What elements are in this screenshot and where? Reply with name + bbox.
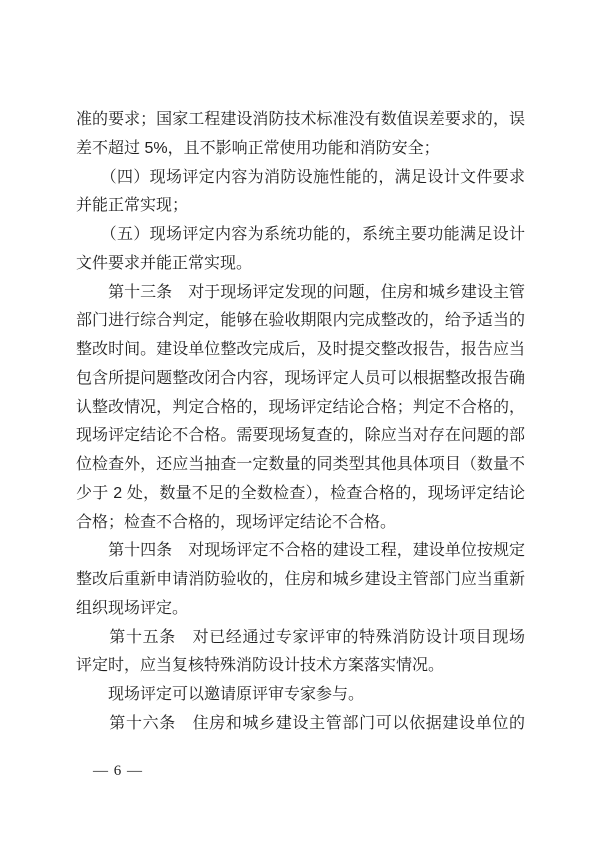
text-line: 第十四条 对现场评定不合格的建设工程，建设单位按规定 xyxy=(76,542,525,560)
text-line: （四）现场评定内容为消防设施性能的，满足设计文件要求 xyxy=(76,168,525,186)
document-body xyxy=(76,106,525,739)
text-line: 位检查外，还应当抽查一定数量的同类型其他具体项目（数量不 xyxy=(76,456,525,473)
text-line: 合格；检查不合格的，现场评定结论不合格。 xyxy=(76,513,397,531)
text-line: 并能正常实现； xyxy=(76,197,189,215)
text-line: 整改时间。建设单位整改完成后，及时提交整改报告，报告应当 xyxy=(76,341,525,358)
paragraph xyxy=(76,279,525,538)
text-line: 评定时，应当复核特殊消防设计技术方案落实情况。 xyxy=(76,657,445,675)
text-line: 现场评定可以邀请原评审专家参与。 xyxy=(76,686,365,703)
text-line: 少于 2 处，数量不足的全数检查），检查合格的，现场评定结论 xyxy=(76,484,525,502)
paragraph xyxy=(76,164,525,222)
text-line: 第十五条 对已经通过专家评审的特殊消防设计项目现场 xyxy=(76,628,525,646)
paragraph xyxy=(76,221,525,279)
text-line: （五）现场评定内容为系统功能的，系统主要功能满足设计 xyxy=(76,226,525,243)
paragraph xyxy=(76,537,525,623)
text-line: 现场评定结论不合格。需要现场复查的，除应当对存在问题的部 xyxy=(76,427,525,445)
paragraph xyxy=(76,106,525,164)
text-line: 文件要求并能正常实现。 xyxy=(76,254,253,272)
text-line: 准的要求；国家工程建设消防技术标准没有数值误差要求的，误 xyxy=(76,111,525,128)
paragraph xyxy=(76,710,525,739)
text-line: 组织现场评定。 xyxy=(76,599,189,617)
text-line: 整改后重新申请消防验收的，住房和城乡建设主管部门应当重新 xyxy=(76,571,525,588)
text-line: 第十三条 对于现场评定发现的问题，住房和城乡建设主管 xyxy=(76,283,525,301)
paragraph xyxy=(76,624,525,682)
text-line: 部门进行综合判定，能够在验收期限内完成整改的，给予适当的 xyxy=(76,312,525,330)
page-number: — 6 — xyxy=(93,763,143,779)
paragraph xyxy=(76,681,525,710)
text-line: 差不超过 5%，且不影响正常使用功能和消防安全； xyxy=(76,139,440,157)
text-line: 包含所提问题整改闭合内容，现场评定人员可以根据整改报告确 xyxy=(76,369,525,387)
text-line: 认整改情况，判定合格的，现场评定结论合格；判定不合格的， xyxy=(76,398,525,416)
text-line: 第十六条 住房和城乡建设主管部门可以依据建设单位的 xyxy=(76,714,525,732)
